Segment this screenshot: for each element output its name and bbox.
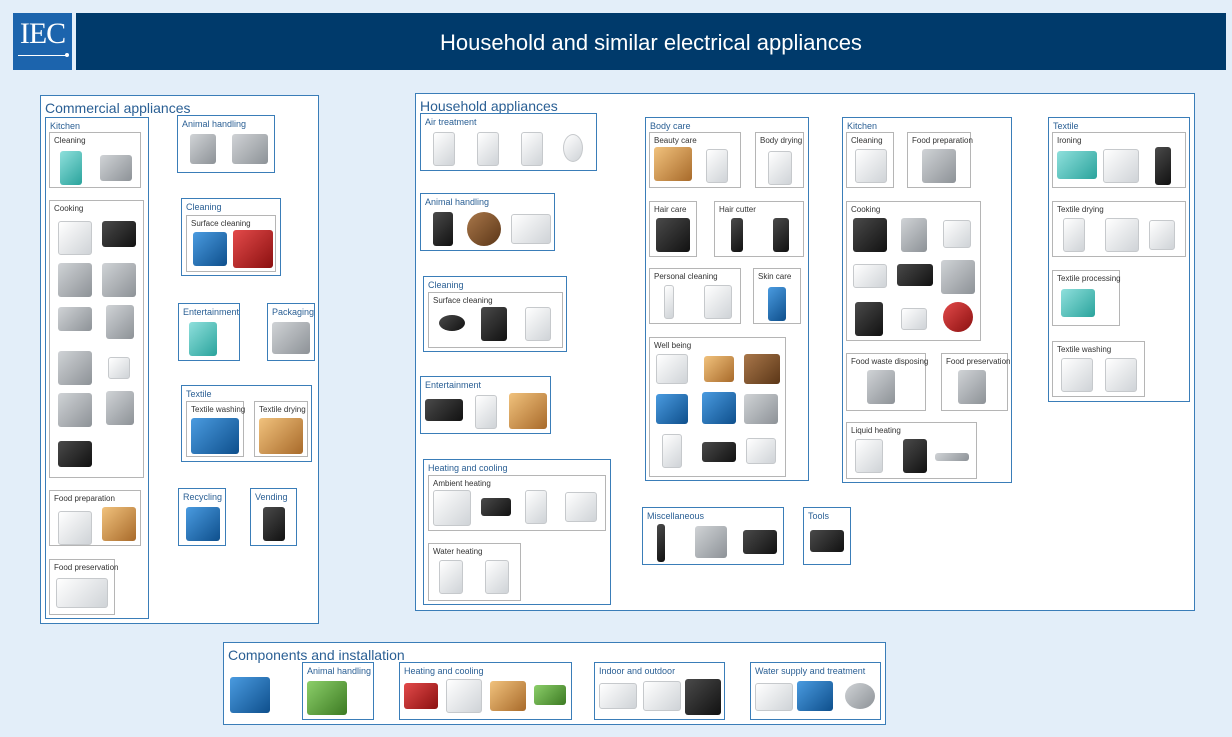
hood-icon <box>58 441 92 467</box>
body-drying-label: Body drying <box>760 136 803 145</box>
miscellaneous-label: Miscellaneous <box>647 511 705 521</box>
stick-vacuum-icon <box>525 307 551 341</box>
commercial-kitchen-cooking[interactable] <box>49 200 144 478</box>
electric-blanket-icon <box>702 392 736 424</box>
garment-steamer-icon <box>1155 147 1171 185</box>
air-conditioner-icon <box>565 492 597 522</box>
commercial-animal-handling[interactable] <box>177 115 275 173</box>
soldering-iron-icon <box>657 524 665 562</box>
household-kitchen-cleaning[interactable] <box>846 132 894 188</box>
hair-dryer-icon <box>656 218 690 252</box>
warewasher-icon <box>100 155 132 181</box>
garage-door-icon <box>599 683 637 709</box>
personal-cleaning[interactable] <box>649 268 741 324</box>
heating-mat-icon <box>481 498 511 516</box>
household-air-treatment[interactable] <box>420 113 597 171</box>
household-kitchen-food-preservation-label: Food preservation <box>946 357 1011 366</box>
canister-vacuum-icon <box>481 307 507 341</box>
hair-care[interactable] <box>649 201 697 257</box>
personal-cleaning-label: Personal cleaning <box>654 272 718 281</box>
logo-text: IEC <box>19 17 66 50</box>
household-surface-cleaning[interactable] <box>428 292 563 348</box>
electric-toothbrush-icon <box>664 285 674 319</box>
household-entertainment[interactable] <box>420 376 551 434</box>
components-water-supply-label: Water supply and treatment <box>755 666 866 676</box>
commercial-kitchen-food-preservation[interactable] <box>49 559 119 615</box>
robot-vacuum-icon <box>439 315 465 331</box>
sauna-icon <box>704 356 734 382</box>
towel-warmer-icon <box>1149 220 1175 250</box>
commercial-surface-cleaning-label: Surface cleaning <box>191 219 251 228</box>
household-kitchen-label: Kitchen <box>847 121 878 131</box>
recycling-machine-icon <box>186 507 220 541</box>
shutter-icon <box>643 681 681 711</box>
fan-icon <box>433 132 455 166</box>
floor-scrubber-icon <box>193 232 227 266</box>
textile-processing-label: Textile processing <box>1057 274 1121 283</box>
tools-label: Tools <box>808 511 830 521</box>
extractor-hood-icon <box>901 308 927 330</box>
skin-care-label: Skin care <box>758 272 792 281</box>
ironing[interactable] <box>1052 132 1186 188</box>
water-heating-label: Water heating <box>433 547 483 556</box>
components-animal-handling[interactable] <box>302 662 374 720</box>
commercial-packaging-label: Packaging <box>272 307 315 317</box>
household-entertainment-label: Entertainment <box>425 380 482 390</box>
sensor-cable-icon <box>534 685 566 705</box>
components-indoor-outdoor-label: Indoor and outdoor <box>599 666 676 676</box>
water-heating[interactable] <box>428 543 521 601</box>
vending-machine-icon <box>263 507 285 541</box>
beauty-care[interactable] <box>649 132 741 188</box>
components-heating-cooling-label: Heating and cooling <box>404 666 484 676</box>
oil-radiator-icon <box>525 490 547 524</box>
kettle-icon <box>855 439 883 473</box>
household-kitchen-food-preservation[interactable] <box>941 353 1011 411</box>
title-banner <box>76 13 1226 70</box>
pump-icon <box>404 683 438 709</box>
bain-marie-icon <box>102 263 136 297</box>
electric-fence-icon <box>307 681 347 715</box>
ambient-heating-label: Ambient heating <box>433 479 491 488</box>
microwave-icon <box>102 221 136 247</box>
commercial-entertainment[interactable] <box>178 303 240 361</box>
water-pump-icon <box>797 681 833 711</box>
household-heating-cooling-label: Heating and cooling <box>428 463 508 473</box>
warmer-icon <box>108 357 130 379</box>
power-tool-icon <box>810 530 844 552</box>
logo-underline <box>18 55 67 56</box>
household-textile-drying[interactable] <box>1052 201 1186 257</box>
electric-motor-icon <box>230 677 270 713</box>
shaver-icon <box>773 218 789 252</box>
hand-dryer-icon <box>768 151 792 185</box>
hair-cutter[interactable] <box>714 201 804 257</box>
massage-bed-icon <box>744 354 780 384</box>
hose-icon <box>845 683 875 709</box>
depilator-icon <box>654 147 692 181</box>
components-title: Components and installation <box>228 647 405 663</box>
household-surface-cleaning-label: Surface cleaning <box>433 296 493 305</box>
heating-cable-icon <box>490 681 526 711</box>
commercial-kitchen-title: Kitchen <box>50 121 81 131</box>
electric-range-icon <box>901 218 927 252</box>
commercial-kitchen-cleaning[interactable] <box>49 132 141 188</box>
household-textile-label: Textile <box>1053 121 1079 131</box>
air-purifier-icon <box>477 132 499 166</box>
heat-lamp-icon <box>467 212 501 246</box>
body-drying[interactable] <box>755 132 804 188</box>
pinball-icon <box>189 322 217 356</box>
food-waste-disposing[interactable] <box>846 353 929 411</box>
deep-fryer-icon <box>941 260 975 294</box>
dishwasher-icon <box>60 151 82 185</box>
well-being[interactable] <box>649 337 786 477</box>
contact-grill-icon <box>897 264 933 286</box>
foot-massager-icon <box>744 394 778 424</box>
bathtub-icon <box>656 354 688 384</box>
shower-cabin-icon <box>662 434 682 468</box>
immersion-heater-icon <box>935 453 969 461</box>
gate-icon <box>685 679 721 715</box>
refrigerator-icon <box>958 370 986 404</box>
epilator-icon <box>706 149 728 183</box>
scooter-icon <box>475 395 497 429</box>
body-care-label: Body care <box>650 121 691 131</box>
trimmer-icon <box>731 218 743 252</box>
front-load-washer-icon <box>1061 358 1093 392</box>
commercial-packaging[interactable] <box>267 303 315 361</box>
tools[interactable] <box>803 507 851 565</box>
waste-disposer-icon <box>867 370 895 404</box>
commercial-kitchen-food-preparation-label: Food preparation <box>54 494 115 503</box>
vacuum-packer-icon <box>272 322 310 354</box>
fryer-icon <box>58 221 92 255</box>
standing-desk-icon <box>746 438 776 464</box>
commercial-entertainment-label: Entertainment <box>183 307 240 317</box>
animal-clipper-icon <box>232 134 268 164</box>
commercial-vending[interactable] <box>250 488 297 546</box>
hair-care-label: Hair care <box>654 205 687 214</box>
commercial-textile-drying[interactable] <box>254 401 308 457</box>
rice-cooker-icon <box>855 302 883 336</box>
washer-icon <box>1105 358 1137 392</box>
liquid-heating-label: Liquid heating <box>851 426 901 435</box>
household-cleaning-label: Cleaning <box>428 280 464 290</box>
toaster-icon <box>58 393 92 427</box>
ice-cream-machine-icon <box>102 507 136 541</box>
components-water-supply[interactable] <box>750 662 881 720</box>
beauty-care-label: Beauty care <box>654 136 697 145</box>
insect-killer-icon <box>433 212 453 246</box>
stand-mixer-icon <box>922 149 956 183</box>
household-microwave-icon <box>853 264 887 288</box>
commercial-textile-washing[interactable] <box>186 401 244 457</box>
household-toaster-icon <box>943 220 971 248</box>
tumble-dryer-icon <box>1105 218 1139 252</box>
iron-icon <box>1057 151 1097 179</box>
miscellaneous[interactable] <box>642 507 784 565</box>
commercial-kitchen-cooking-label: Cooking <box>54 204 84 213</box>
iec-logo[interactable] <box>13 13 72 70</box>
commercial-kitchen-cleaning-label: Cleaning <box>54 136 86 145</box>
toilet-seat-icon <box>704 285 732 319</box>
ambient-heating[interactable] <box>428 475 606 531</box>
drying-cabinet-icon <box>1063 218 1085 252</box>
griddle-icon <box>58 307 92 331</box>
commercial-kitchen-food-preservation-label: Food preservation <box>54 563 119 572</box>
storage-water-heater-icon <box>439 560 463 594</box>
ironing-label: Ironing <box>1057 136 1082 145</box>
air-treatment-label: Air treatment <box>425 117 477 127</box>
aquarium-icon <box>511 214 551 244</box>
components-animal-handling-label: Animal handling <box>307 666 372 676</box>
logo-dot <box>65 53 69 57</box>
well-being-label: Well being <box>654 341 692 350</box>
commercial-surface-cleaning[interactable] <box>186 215 276 272</box>
household-kitchen-food-preparation-label: Food preparation <box>912 136 973 145</box>
ironing-press-icon <box>1103 149 1139 183</box>
sewing-machine-icon <box>1061 289 1095 317</box>
commercial-textile-drying-label: Textile drying <box>259 405 306 414</box>
diffuser-icon <box>563 134 583 162</box>
household-dishwasher-icon <box>855 149 887 183</box>
components-heating-cooling[interactable] <box>399 662 572 720</box>
household-kitchen-cleaning-label: Cleaning <box>851 136 883 145</box>
water-filter-icon <box>755 683 793 711</box>
commercial-animal-handling-label: Animal handling <box>182 119 247 129</box>
page-title: Household and similar electrical appliances <box>440 30 862 55</box>
heated-mat-icon <box>702 442 736 462</box>
textile-processing[interactable] <box>1052 270 1120 326</box>
household-kitchen-food-preparation[interactable] <box>907 132 971 188</box>
ride-on-scrubber-icon <box>233 230 273 268</box>
household-textile-drying-label: Textile drying <box>1057 205 1104 214</box>
convector-heater-icon <box>433 490 471 526</box>
components-indoor-outdoor[interactable] <box>594 662 725 720</box>
hair-cutter-label: Hair cutter <box>719 205 756 214</box>
laundromat-washer-icon <box>191 418 239 454</box>
cooktop-icon <box>853 218 887 252</box>
heating-element-icon <box>446 679 482 713</box>
mixer-icon <box>58 511 92 545</box>
console-icon <box>425 399 463 421</box>
instant-water-heater-icon <box>485 560 509 594</box>
commercial-recycling-label: Recycling <box>183 492 223 502</box>
household-animal-handling-label: Animal handling <box>425 197 490 207</box>
commercial-recycling[interactable] <box>178 488 226 546</box>
barbecue-icon <box>943 302 973 332</box>
oven-range-icon <box>58 263 92 297</box>
household-kitchen-cooking-label: Cooking <box>851 205 881 214</box>
commercial-textile-washing-label: Textile washing <box>191 405 246 414</box>
liquid-heating[interactable] <box>846 422 977 479</box>
commercial-kitchen-food-preparation[interactable] <box>49 490 141 546</box>
skin-care[interactable] <box>753 268 801 324</box>
commercial-vending-label: Vending <box>255 492 288 502</box>
household-animal-handling[interactable] <box>420 193 555 251</box>
facial-cleanser-icon <box>768 287 786 321</box>
combi-oven-icon <box>106 305 134 339</box>
humidifier-icon <box>521 132 543 166</box>
dollhouse-icon <box>509 393 547 429</box>
laundromat-dryer-icon <box>259 418 303 454</box>
clock-radio-icon <box>743 530 777 554</box>
household-title: Household appliances <box>420 98 558 114</box>
food-waste-disposing-label: Food waste disposing <box>851 357 929 366</box>
boiling-pan-icon <box>58 351 92 385</box>
charger-icon <box>695 526 727 558</box>
household-textile-washing[interactable] <box>1052 341 1145 397</box>
coffee-maker-icon <box>903 439 927 473</box>
household-kitchen-cooking[interactable] <box>846 201 981 341</box>
commercial-textile-label: Textile <box>186 389 212 399</box>
milking-machine-icon <box>190 134 216 164</box>
commercial-title: Commercial appliances <box>45 100 191 116</box>
chest-freezer-icon <box>56 578 108 608</box>
tilting-kettle-icon <box>106 391 134 425</box>
household-textile-washing-label: Textile washing <box>1057 345 1112 354</box>
commercial-cleaning-label: Cleaning <box>186 202 222 212</box>
massager-icon <box>656 394 688 424</box>
